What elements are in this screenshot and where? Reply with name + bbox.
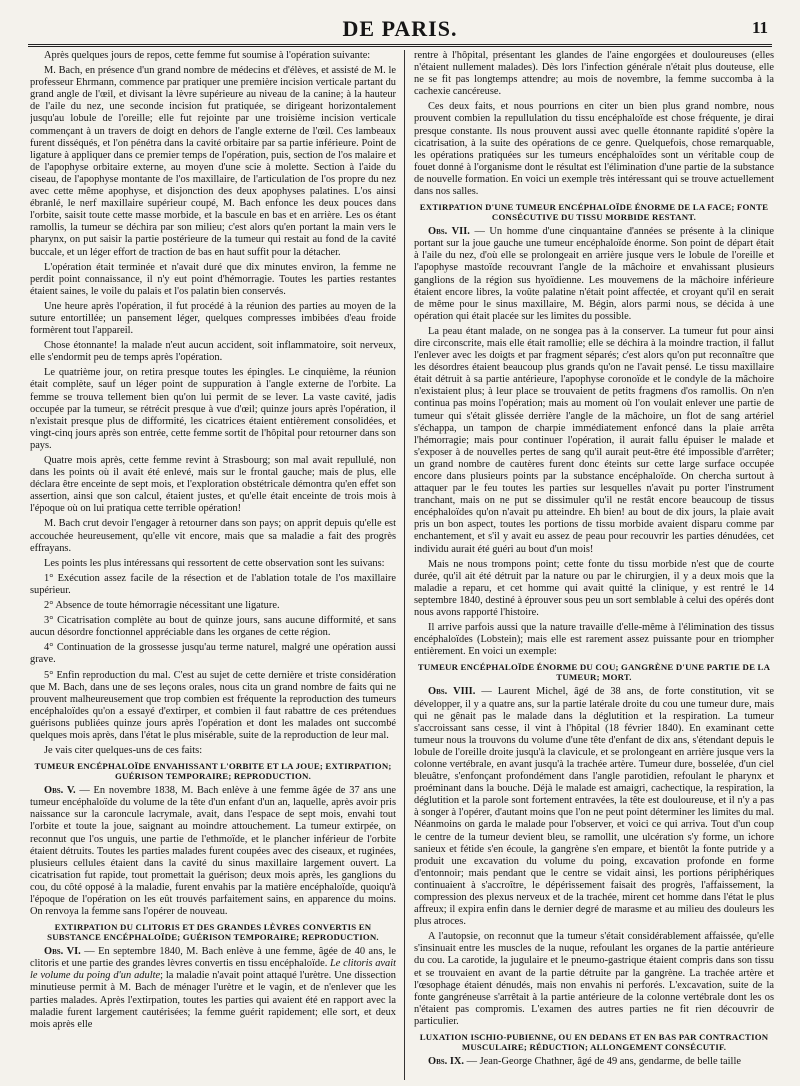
paragraph: Le quatrième jour, on retira presque toutes les épingles. Le cinquième, la réunion était complète, sauf un léger point de suppuration à l'angle externe de l'orbite. La femme se trouva tellement bien qu'on lui permit de se lever. La vaste cavité, jadis occupée par la tumeur, se rétrécit presque à vue d'œil; quinze jours après l'opération, il n'existait presque plus de difformité, les cicatrices étaient entièrement consolidées, et vingt-cinq jours après son entrée, cette femme sortit de l'hôpital pour retourner dans son pays. (30, 367, 396, 451)
paragraph: A l'autopsie, on reconnut que la tumeur s'était considérablement affaissée, qu'elle s'insinuait entre les muscles de la nuque, refoulant les organes de la partie antérieure du cou. La carotide, la jugulaire et le pneumo-gastrique étaient compris dans son tissu et se trouvaient en avant de la partie détruite par la gangrène. La trachée artère et l'œsophage étaient dénudés, mais non envahis ni perforés. L'excavation, suite de la fonte gangréneuse s'arrêtait à la partie antérieure de la colonne vertébrale dont les os n'étaient pas compromis. L'examen des autres parties ne fit rien découvrir de particulier. (414, 931, 774, 1027)
header-rule (28, 44, 772, 47)
section-heading: LUXATION ISCHIO-PUBIENNE, OU EN DEDANS ET EN BAS PAR CONTRACTION MUSCULAIRE; RÉDUCTION; ALLONGEMENT CONSÉCUTIF. (419, 1032, 769, 1053)
page-header (28, 14, 772, 42)
list-item: 2° Absence de toute hémorragie nécessitant une ligature. (44, 600, 280, 612)
paragraph: M. Bach, en présence d'un grand nombre de médecins et d'élèves, et assisté de M. le professeur Ehrmann, commence par pratiquer une première incision verticale partant du grand angle de l'œil, et divisant la lèvre supérieure au niveau de la canine; à la hauteur de l'aile du nez, une seconde incision fut pratiquée, se dirigeant horizontalement jusqu'au lobule de l'oreille; elle fut rejointe par une troisième incision verticale commençant à un travers de doigt en dehors de l'angle externe de l'œil. Ces lambeaux furent disséqués, et l'on pénétra dans la cavité orbitaire par sa partie inférieure. Point de ligature à appliquer dans ce premier temps de l'opération, puis, section de l'os malaire et de l'apophyse orbitaire externe, au moyen d'une scie à molette. Section à l'aide du ciseau, de l'apophyse montante de l'os maxillaire, de l'articulation de l'os propre du nez avec cette même apophyse, et disjonction des deux apophyses palatines. L'os ainsi ébranlé, le nerf maxillaire supérieur coupé, M. Bach enfonce les deux pouces dans l'orbite, saisit toute cette masse morbide, et la bascule en bas et en arrière. Les os étant ramollis, la tumeur se déchira par son milieu; c'est alors qu'en portant la main vers le pharynx, on put saisir la partie postérieure de la tumeur qui restait au fond de la cavité buccale, et un léger effort de traction de bas en haut suffit pour la détacher. (30, 65, 396, 258)
list-item: 5° Enfin reproduction du mal. C'est au sujet de cette dernière et triste considération que M. Bach, dans une de ses leçons orales, nous cita un grand nombre de faits qui ne prouvent malheureusement que trop combien est fréquente la reproduction des tumeurs encéphaloïdes qu'on a essayé d'extirper, et combien il faut rabattre de ces prétendues guérisons publiées quinze jours après l'opération et dont les malades ont succombé quelques mois après, dans l'état le plus misérable, suite de la reproduction de leur mal. (30, 669, 396, 741)
observation-text: — Un homme d'une cinquantaine d'années se présente à la clinique portant sur la joue gauche une tumeur encéphaloïde énorme. Son point de départ était à l'aile du nez, d'où elle se prolongeait en arrière jusque vers le lobule de l'oreille et l'apophyse mastoïde recouvrant l'angle de la mâchoire et envahissant plusieurs ganglions de la région sus hyoïdienne. Les mouvemens de la mâchoire inférieure étaient encore libres, la voûte palatine n'était point affectée, et croyant qu'il en serait de même pour le sinus maxillaire, M. Bégin, alors parmi nous, se décida à une opération qui était placée sur les limites du possible. (414, 226, 774, 322)
paragraph: Quatre mois après, cette femme revint à Strasbourg; son mal avait repullulé, non dans les points où il avait été enlevé, mais sur le frontal gauche; mais de plus, elle déclara être enceinte de sept mois, et l'exploration obstétricale démontra qu'en effet son assertion, ainsi que son calcul, étaient justes, et qu'elle était enceinte de trois mois à l'époque où on lui pratiqua cette terrible opération! (30, 455, 396, 515)
section-heading: EXTIRPATION D'UNE TUMEUR ENCÉPHALOÏDE ÉNORME DE LA FACE; FONTE CONSÉCUTIVE DU TISSU MORBIDE RESTANT. (419, 202, 769, 223)
list-item: 3° Cicatrisation complète au bout de quinze jours, sans aucune difformité, et sans aucun désordre fonctionnel appréciable dans les organes de cette région. (30, 615, 396, 639)
observation-text: — En septembre 1840, M. Bach enlève à une femme, âgée de 40 ans, le clitoris et une partie des grandes lèvres convertis en tissu encéphaloïde. (30, 946, 396, 970)
observation-text: ; la maladie n'avait point attaqué l'urètre. Une dissection minutieuse permit à M. Bach de ménager l'urètre et le vagin, et de n'enlever que les parties malades. Après l'extirpation, toutes les parties qui avaient été en rapport avec la maladie furent largement cautérisées; la femme guérit rapidement; elle sort, et deux mois après elle (30, 970, 396, 1030)
observation-text: — Laurent Michel, âgé de 38 ans, de forte constitution, vit se développer, il y a quatre ans, sur la partie latérale droite du cou une tumeur dure, mais qui ne gênait pas le malade dans la déglutition et la respiration. La tumeur s'accroissant sans cesse, il vint à l'hôpital (18 février 1840). En examinant cette tumeur nous la trouvons du volume d'une tête d'enfant de dix ans, s'étendant depuis le lobule de l'oreille droite jusqu'à la clavicule, et se prolongeant en arrière jusque vers la colonne vertébrale, en avant jusqu'à la trachée artère. Tumeur dure, bosselée, d'un ciel bleuâtre, s'enfonçant profondément dans l'angle parotidien, refoulant le pharynx et proéminant dans la bouche. Déjà le malade est amaigri, cachectique, la respiration, la déglutition et la parole sont fortement entravées, la tête est douloureuse, et il n'y a pas à songer à l'opérer, d'autant moins que l'on ne peut point déterminer les limites du mal. Néanmoins on garda le malade pour l'observer, et voici ce qui arriva. Tout d'un coup le centre de la tumeur devient bleu, se ramollit, une ulcération s'y forme, un ichore sanieux et fétide s'en écoule, la gangrène s'en empare, et bientôt la fonte putride y a produit une excavation du volume du poing, excavation profonde en forme d'entonnoir; mais pendant que le centre se vidait ainsi, les portions périphériques continuaient à s'accroître, le dépérissement faisait des progrès, l'affaissement, la compression des plexus nerveux et de la trachée, mirent cet homme dans l'état le plus affreux; il expira enfin dans le dernier degré de marasme et au milieu des douleurs les plus atroces. (414, 686, 774, 928)
right-column (414, 50, 774, 1080)
observation-text: — Jean-George Chathner, âgé de 49 ans, gendarme, de belle taille (464, 1056, 741, 1068)
section-heading: TUMEUR ENCÉPHALOÏDE ENVAHISSANT L'ORBITE ET LA JOUE; EXTIRPATION; GUÉRISON TEMPORAIRE; REPRODUCTION. (34, 761, 392, 782)
paragraph: Après quelques jours de repos, cette femme fut soumise à l'opération suivante: (44, 50, 371, 61)
paragraph: La peau étant malade, on ne songea pas à la conserver. La tumeur fut pour ainsi dire circonscrite, mais elle était ramollie; elle se déchira à la moindre traction, il fallut l'enlever avec les doigts et par fragment séparés; c'est alors qu'on put reconnaître que les désordres étaient beaucoup plus grands qu'on ne l'avait pensé. Le tissu maxillaire était détruit à sa partie antérieure, l'apophyse coronoïde et le condyle de la mâchoire n'existaient plus; à leur place se trouvaient de petits fragmens d'os ramollis. On n'en continua pas moins l'opération; mais au moment où l'on voulait enlever une partie de tumeur qui s'était glissée derrière l'angle de la mâchoire, un flot de sang artériel s'échappa, un tampon de charpie immédiatement enfoncé dans la plaie arrêta l'hémorragie; mais pour continuer l'opération, il aurait fallu épuiser le malade et s'exposer à de nouvelles pertes de sang qu'il aurait peut-être été impossible d'arrêter; un grand nombre de cautères furent donc éteints sur cette large surface occupée encore dans plusieurs points par la substance encéphaloïde. On chercha surtout à attaquer par le feu toutes les parties sur lesquelles n'avait pu porter l'instrument tranchant, mais on ne put se dissimuler qu'il ne restât encore beaucoup de tissus encéphaloïdes qu'on n'avait pu atteindre. Eh bien! au bout de dix jours, la plaie avait pris un bon aspect, toutes les portions de tissu morbide avaient disparu comme par enchantement, et s'il y avait eu assez de peau pour recouvrir les parties dénudées, cet individu aurait été guéri au bout d'un mois! (414, 325, 774, 555)
paragraph: Je vais citer quelques-uns de ces faits: (44, 745, 203, 757)
observation-paragraph (414, 686, 774, 928)
paragraph: L'opération était terminée et n'avait duré que dix minutes environ, la femme ne perdit point connaissance, il n'y eut point d'hémorragie. Toutes les parties restantes étaient saines, le voile du palais et l'os palatin bien conservés. (30, 261, 396, 297)
paragraph: Il arrive parfois aussi que la nature travaille d'elle-même à l'élimination des tissus encéphaloïdes (Lobstein); mais elle est rarement assez puissante pour en triompher entièrement. En voici un exemple: (414, 622, 774, 658)
paragraph: Chose étonnante! la malade n'eut aucun accident, soit inflammatoire, soit nerveux, elle s'endormit peu de temps après l'opération. (30, 340, 396, 364)
list-item: 4° Continuation de la grossesse jusqu'au terme naturel, malgré une opération aussi grave. (30, 642, 396, 666)
running-title: DE PARIS. (342, 16, 458, 41)
observation-label: Obs. VII. (428, 226, 470, 238)
observation-paragraph (414, 226, 774, 323)
page-number: 11 (751, 18, 768, 37)
column-divider (404, 50, 405, 1080)
italic-text: Le clitoris avait le volume du poing d'un adulte (30, 958, 396, 982)
observation-label: Obs. VI. (44, 946, 81, 958)
observation-paragraph (30, 785, 396, 918)
section-heading: EXTIRPATION DU CLITORIS ET DES GRANDES LÈVRES CONVERTIS EN SUBSTANCE ENCÉPHALOÏDE; GUÉRISON TEMPORAIRE; REPRODUCTION. (47, 922, 379, 943)
observation-label: Obs. VIII. (428, 686, 476, 698)
continued-paragraph: rentre à l'hôpital, présentant les glandes de l'aine engorgées et douloureuses (elles n'étaient nullement malades). Dès lors l'infection générale n'était plus douteuse, elle ne se fit pas longtemps attendre; au mois de novembre, la femme succomba à la cachexie cancéreuse. (414, 50, 774, 98)
section-heading: TUMEUR ENCÉPHALOÏDE ÉNORME DU COU; GANGRÈNE D'UNE PARTIE DE LA TUMEUR; MORT. (417, 662, 771, 683)
paragraph: Les points les plus intéressans qui ressortent de cette observation sont les suivans: (44, 557, 385, 569)
paragraph: Une heure après l'opération, il fut procédé à la réunion des parties au moyen de la suture entortillée; un pansement léger, quelques compresses imbibées d'eau froide formèrent tout l'appareil. (30, 300, 396, 337)
observation-paragraph (414, 1056, 774, 1068)
observation-paragraph (30, 946, 396, 1031)
paragraph: Ces deux faits, et nous pourrions en citer un bien plus grand nombre, nous prouvent combien la repullulation du tissu encéphaloïde est chose fréquente, je dirai presque constante. Ils nous prouvent aussi avec quelle étonnante rapidité s'opère la cicatrisation, à la suite des opérations de ce genre. Quelquefois, chose remarquable, les opérations pratiquées sur les tumeurs encéphaloïdes sont un véritable coup de fouet donné à l'organisme dont le résultat est l'élimination d'une partie de la substance de nouvelle formation. En voici un exemple très intéressant qui se trouve actuellement dans nos salles. (414, 101, 774, 198)
observation-label: Obs. IX. (428, 1056, 464, 1068)
paragraph: M. Bach crut devoir l'engager à retourner dans son pays; on apprit depuis qu'elle est accouchée heureusement, qu'elle vit encore, mais que sa maladie a fait des progrès effrayans. (30, 518, 396, 554)
observation-label: Obs. V. (44, 785, 76, 797)
left-column (30, 50, 396, 1080)
list-item: 1° Exécution assez facile de la résection et de l'ablation totale de l'os maxillaire supérieur. (30, 572, 396, 596)
paragraph: Mais ne nous trompons point; cette fonte du tissu morbide n'est que de courte durée, qu'il ait été détruit par la nature ou par le chirurgien, il y a deux mois que la maladie a reparu, et cet homme qui avait quitté la clinique, y est rentré le 14 septembre 1840, destiné à éprouver sous peu un sort semblable à celui des opérés dont nous avons rapporté l'histoire. (414, 558, 774, 619)
observation-text: — En novembre 1838, M. Bach enlève à une femme âgée de 37 ans une tumeur encéphaloïde du volume de la tête d'un enfant d'un an, laquelle, après avoir pris naissance sur la caroncule lacrymale, avait, dans l'espace de sept mois, envahi tout l'orbite et toute la joue, saignant au moindre attouchement. La tumeur extirpée, on reconnut que l'os unguis, une partie de l'ethmoïde, et le plancher inférieur de l'orbite étaient détruits. Toutes les parties malades furent coupées avec des ciseaux, et ruginées, plusieurs cellules étaient dans la cavité du sinus maxillaire largement ouvert. La cicatrisation fut rapide, tout promettait la guérison; deux mois après, les ganglions du cou, du côté opposé à la maladie, furent envahis par la matière encéphaloïde, quoiqu'à l'époque de l'opération on les eût trouvés parfaitement sains, en apparence du moins. On renvoya la femme sans l'opérer de nouveau. (30, 785, 396, 918)
